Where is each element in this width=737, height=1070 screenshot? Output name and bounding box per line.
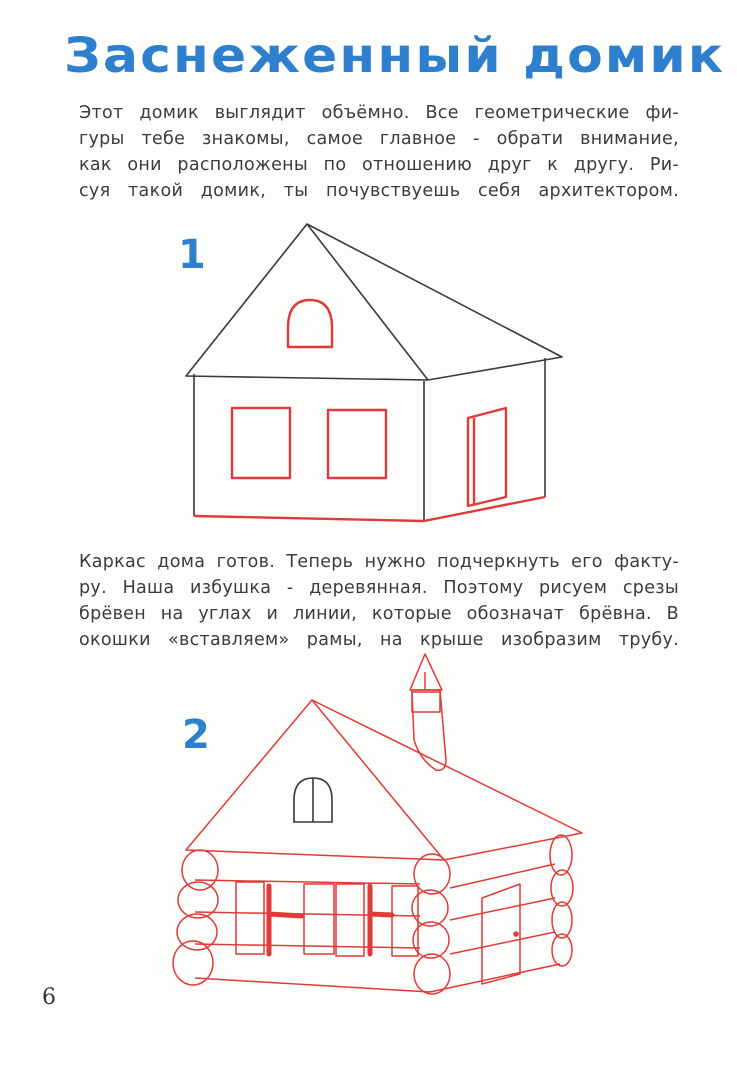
log-line [450, 932, 555, 954]
shutter [336, 884, 364, 956]
window-frame [370, 914, 392, 915]
log-end [414, 954, 450, 994]
page-title: Заснеженный домик [64, 28, 726, 84]
door-handle [514, 932, 518, 936]
log-line [450, 864, 555, 888]
intro-line: суя такой домик, ты почувствуешь себя архитектором. [79, 181, 679, 201]
log-end [173, 941, 213, 985]
step-2-number: 2 [182, 712, 210, 758]
shutter [236, 882, 264, 954]
step-1-number: 1 [178, 232, 206, 278]
log-line [195, 944, 420, 948]
intro-line: гуры тебе знакомы, самое главное - обрати внимание, [79, 129, 679, 149]
intro-line: как они расположены по отношению друг к другу. Ри- [79, 155, 679, 175]
step-2-line: Каркас дома готов. Теперь нужно подчеркнуть его факту- [79, 552, 679, 572]
log-line [195, 978, 430, 992]
step-2-line: ру. Наша избушка - деревянная. Поэтому рисуем срезы [79, 578, 679, 598]
shutter [304, 884, 334, 954]
chimney-cap [412, 690, 440, 712]
log-line [450, 898, 555, 920]
step-2-line: брёвен на углах и линии, которые обозначат брёвна. В [79, 604, 679, 624]
log-end [552, 934, 572, 966]
chimney-top [410, 654, 442, 690]
step-2-line: окошки «вставляем» рамы, на крыше изобразим трубу. [79, 630, 679, 650]
intro-line: Этот домик выглядит объёмно. Все геометрические фи- [79, 103, 679, 123]
log-end [552, 902, 572, 938]
window-frame [269, 914, 302, 916]
roof-ridge [312, 700, 444, 860]
page-number: 6 [42, 985, 56, 1010]
roof-outline [186, 700, 582, 860]
log-end [550, 835, 572, 875]
